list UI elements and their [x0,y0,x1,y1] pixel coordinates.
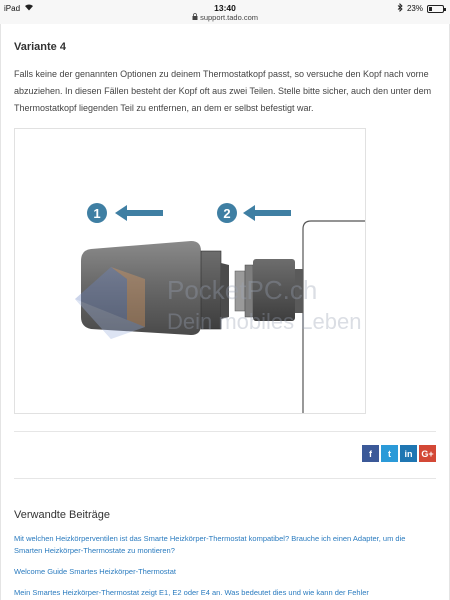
facebook-icon: f [369,448,372,459]
twitter-icon: t [388,448,391,459]
linkedin-share-button[interactable] [400,445,417,462]
related-link[interactable]: Mein Smartes Heizkörper-Thermostat zeigt E1, E2 oder E4 an. Was bedeutet dies und wie kann der Fehler [14,588,369,597]
section-heading: Variante 4 [14,41,66,53]
arrow-left-icon [243,205,291,221]
step-1 [87,203,163,223]
related-link[interactable]: Welcome Guide Smartes Heizkörper-Thermostat [14,567,176,576]
related-heading: Verwandte Beiträge [14,509,111,521]
googleplus-icon: G+ [421,448,434,459]
thermostat-illustration [15,129,366,414]
status-bar [0,0,450,24]
watermark [75,267,361,339]
step-2-number: 2 [223,206,231,221]
status-right [397,3,444,14]
linkedin-icon: in [404,448,413,459]
arrow-left-icon [115,205,163,221]
watermark-line2: Dein mobiles Leben [167,309,362,334]
instruction-figure [14,128,366,414]
device-name: iPad [4,3,21,13]
share-buttons [362,445,436,462]
twitter-share-button[interactable] [381,445,398,462]
battery-icon [427,5,444,13]
clock: 13:40 [214,3,236,13]
battery-percent: 23% [406,4,423,13]
watermark-line1: PocketPC.ch [167,275,318,305]
divider [14,431,436,432]
url-text: support.tado.com [200,13,259,22]
step-1-number: 1 [93,206,101,221]
related-link[interactable]: Mit welchen Heizkörperventilen ist das Smarte Heizkörper-Thermostat kompatibel? Brauche ich einen Adapter, um die Smarten Heizkörper-Thermostate zu montieren? [14,534,406,555]
step-2 [217,203,291,223]
bluetooth-icon [397,3,403,14]
address-bar[interactable] [0,13,450,22]
divider [14,478,436,479]
facebook-share-button[interactable] [362,445,379,462]
lock-icon [192,13,200,22]
googleplus-share-button[interactable] [419,445,436,462]
intro-paragraph: Falls keine der genannten Optionen zu deinem Thermostatkopf passt, so versuche den Kopf nach vorne abzuziehen. In diesen Fällen besteht der Kopf oft aus zwei Teilen. Stelle bitte sicher, auch den unter dem Thermostatkopf liegenden Teil zu entfernen, an dem er selbst befestigt war. [14,69,432,113]
